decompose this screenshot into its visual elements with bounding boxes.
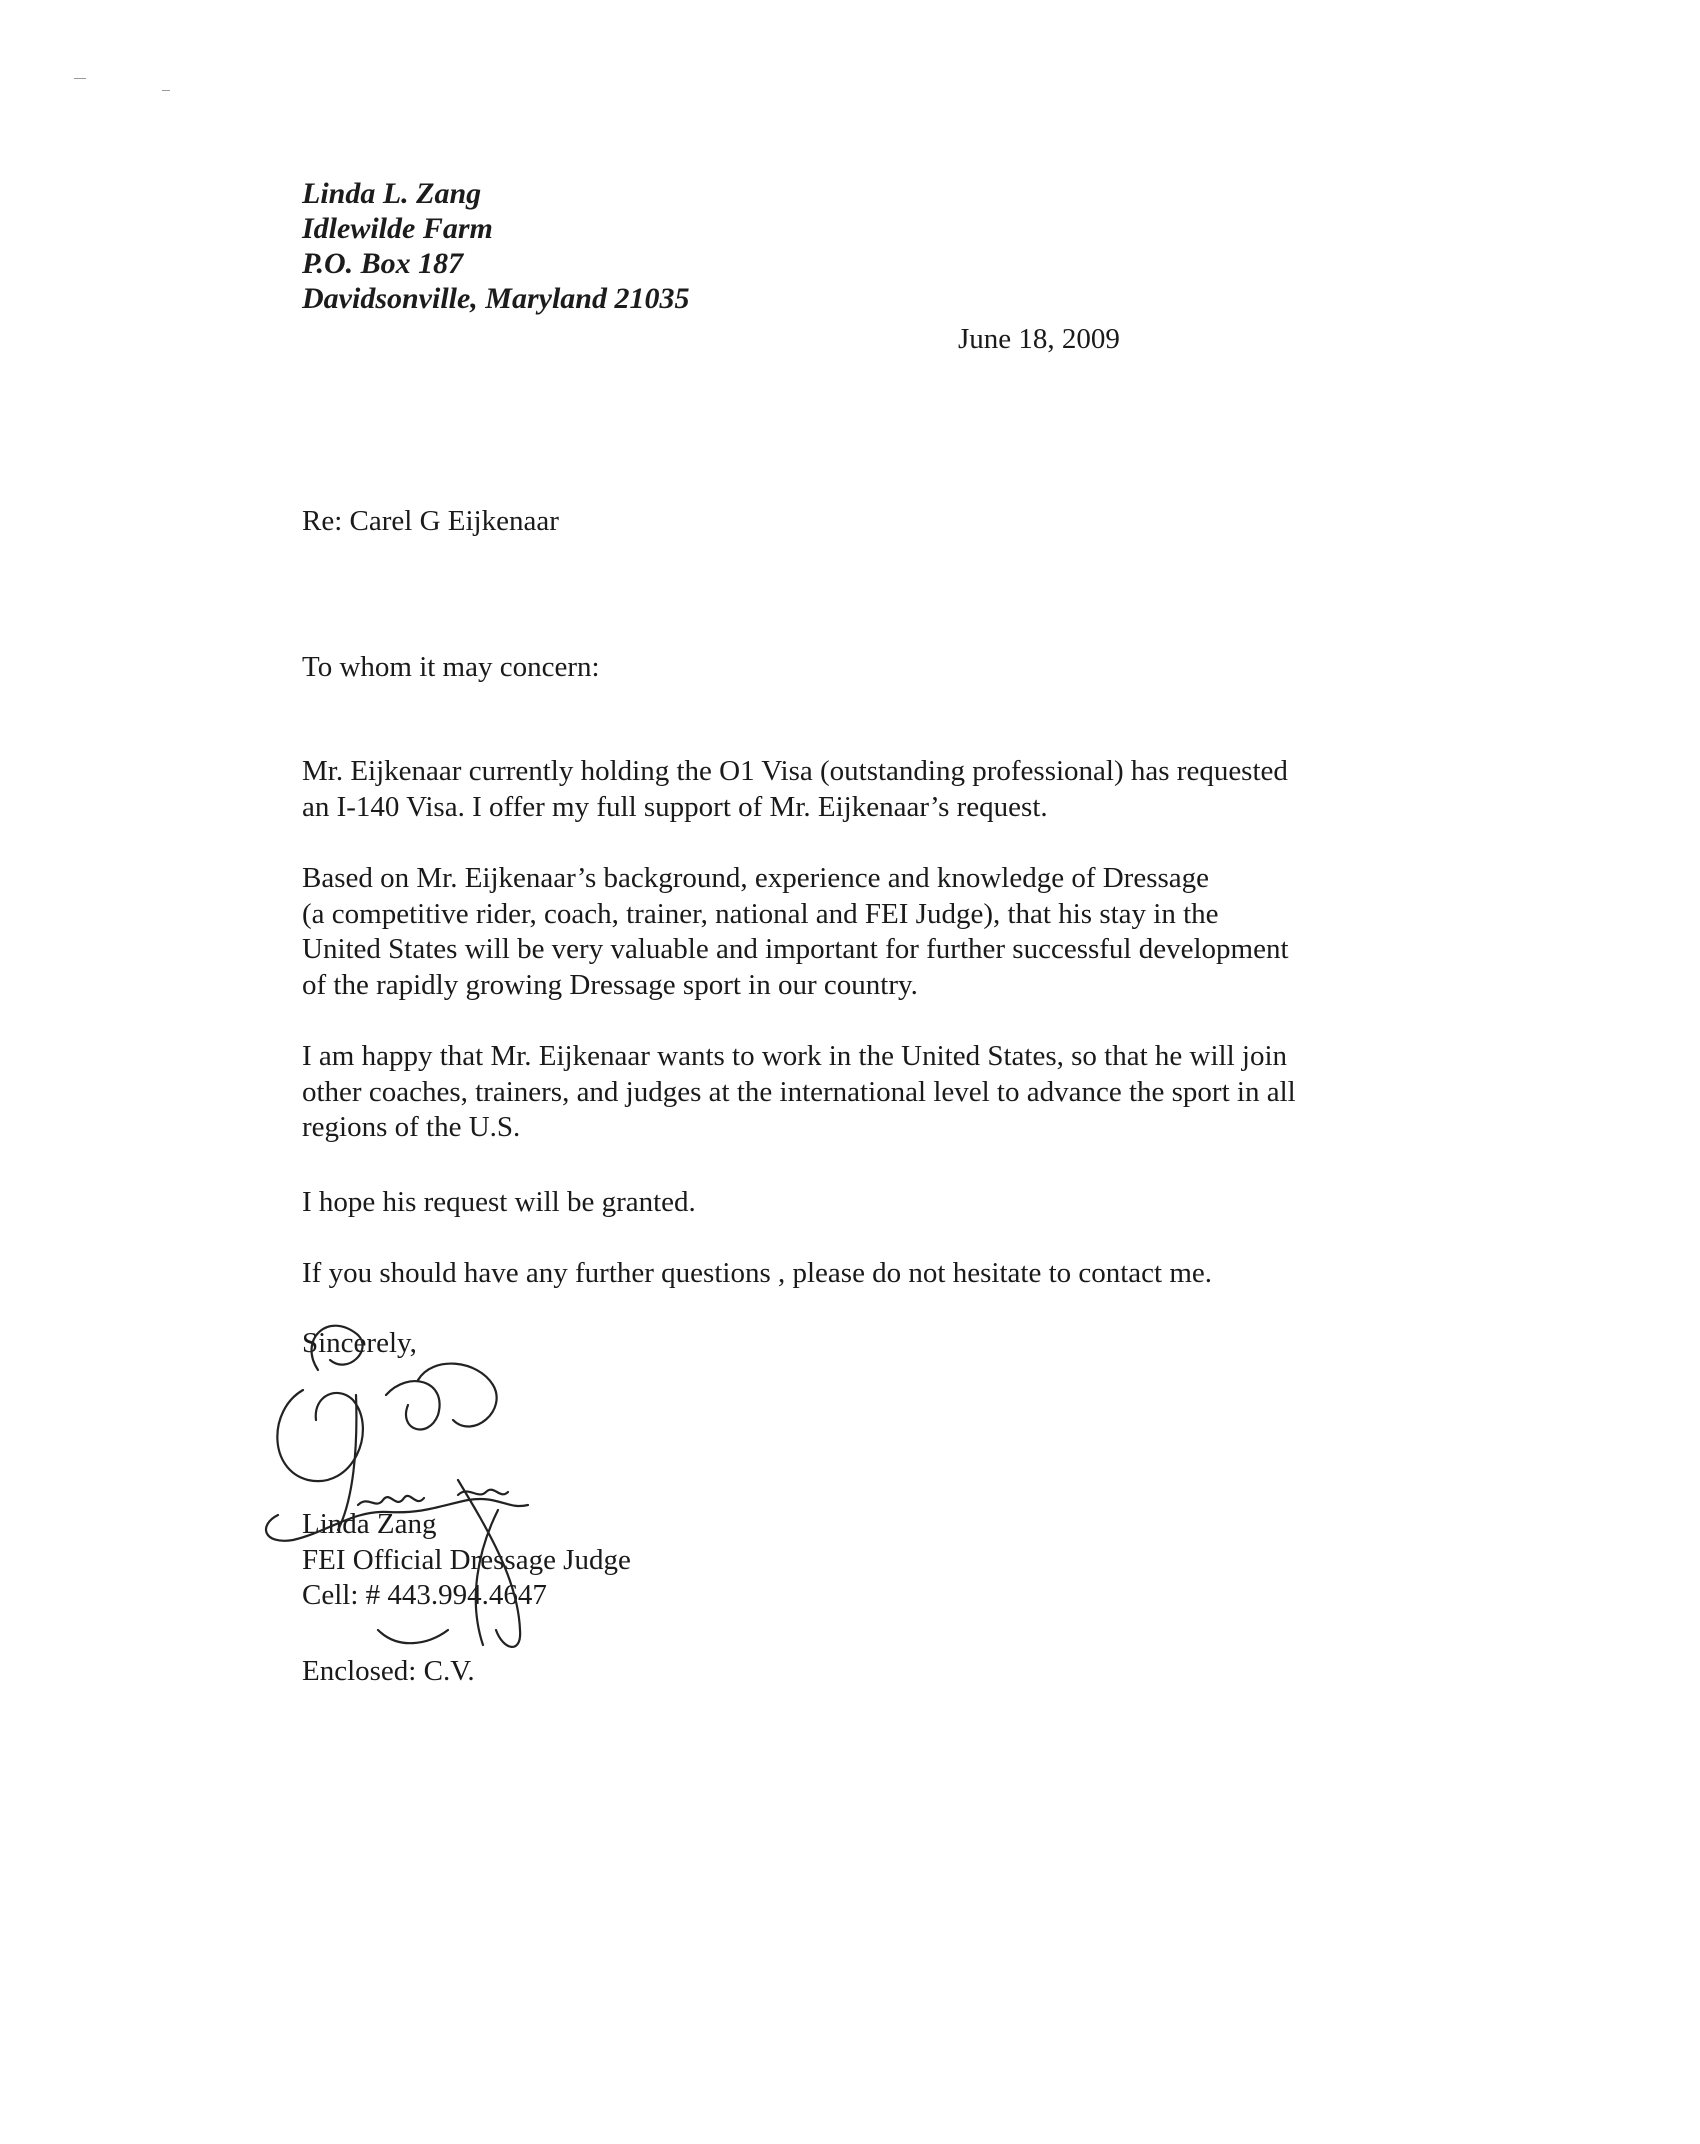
paragraph-3 (302, 1039, 1412, 1146)
paragraph-1 (302, 754, 1412, 825)
text-line: regions of the U.S. (302, 1111, 521, 1143)
letter-date: June 18, 2009 (958, 323, 1120, 355)
paragraph-5: If you should have any further questions , please do not hesitate to contact me. (302, 1257, 1213, 1289)
text-line: I am happy that Mr. Eijkenaar wants to work in the United States, so that he will join (302, 1040, 1288, 1072)
text-line: Mr. Eijkenaar currently holding the O1 Visa (outstanding professional) has requested (302, 755, 1288, 787)
closing: Sincerely, (302, 1327, 417, 1359)
signature-block (302, 1507, 631, 1614)
text-line: other coaches, trainers, and judges at the international level to advance the sport in all (302, 1075, 1296, 1108)
sender-farm: Idlewilde Farm (302, 212, 493, 245)
salutation: To whom it may concern: (302, 651, 600, 683)
scan-artifact (162, 90, 170, 91)
sender-po-box: P.O. Box 187 (302, 247, 464, 280)
text-line: (a competitive rider, coach, trainer, national and FEI Judge), that his stay in the (302, 897, 1219, 930)
signer-title: FEI Official Dressage Judge (302, 1543, 631, 1576)
signer-cell: Cell: # 443.994.4647 (302, 1579, 547, 1611)
text-line: of the rapidly growing Dressage sport in our country. (302, 968, 918, 1001)
sender-name: Linda L. Zang (302, 177, 482, 210)
text-line: United States will be very valuable and important for further successful development (302, 933, 1289, 965)
enclosure-note: Enclosed: C.V. (302, 1655, 475, 1687)
paragraph-2 (302, 861, 1412, 1003)
signer-name: Linda Zang (302, 1508, 437, 1540)
sender-address (302, 176, 690, 316)
scan-artifact (74, 78, 86, 79)
text-line: an I-140 Visa. I offer my full support of Mr. Eijkenaar’s request. (302, 790, 1048, 823)
text-line: Based on Mr. Eijkenaar’s background, experience and knowledge of Dressage (302, 862, 1210, 894)
subject-line: Re: Carel G Eijkenaar (302, 505, 559, 537)
paragraph-4: I hope his request will be granted. (302, 1186, 696, 1218)
sender-city: Davidsonville, Maryland 21035 (302, 282, 690, 315)
